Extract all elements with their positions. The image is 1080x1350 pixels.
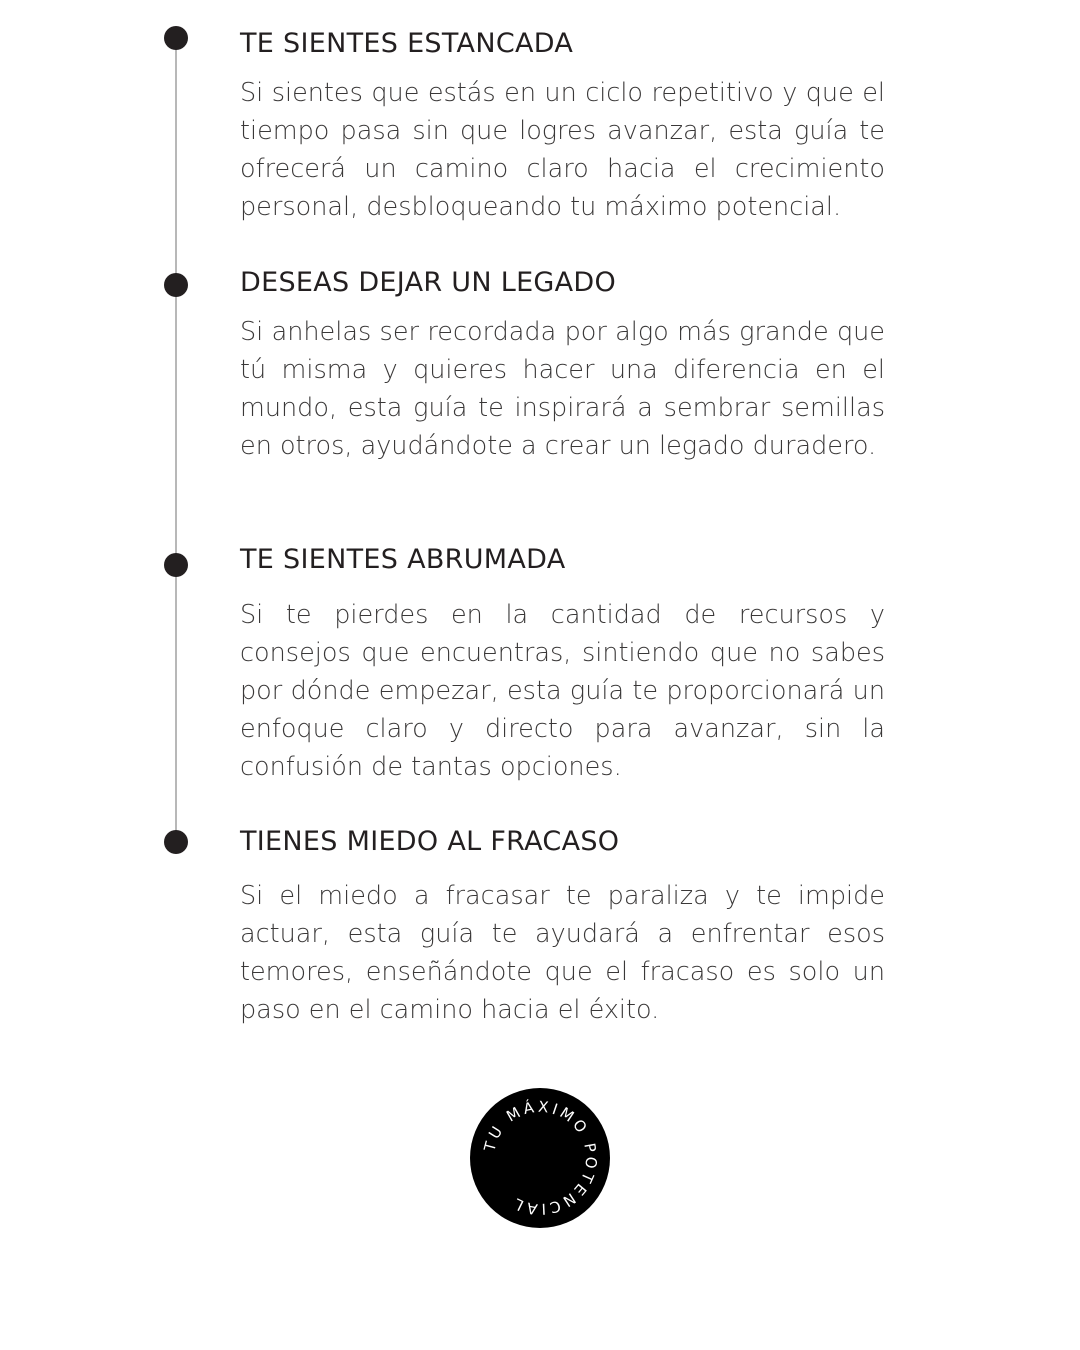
seal-text: TU MÁXIMO POTENCIAL [480, 1097, 601, 1219]
section-body: Si te pierdes en la cantidad de recursos y consejos que encuentras, sintiendo que no sabes por dónde empezar, esta guía te proporcionará un enfoque claro y directo para avanzar, sin la confusión de tantas opciones. [240, 600, 885, 782]
timeline-dot [164, 26, 188, 50]
timeline-line [175, 38, 177, 843]
section-title: TIENES MIEDO AL FRACASO [240, 826, 620, 857]
section-body: Si sientes que estás en un ciclo repetitivo y que el tiempo pasa sin que logres avanzar, esta guía te ofrecerá un camino claro hacia el crecimiento personal, desbloqueando tu máximo potencial. [240, 78, 885, 222]
timeline-dot [164, 273, 188, 297]
section-title: DESEAS DEJAR UN LEGADO [240, 267, 617, 298]
section-body: Si el miedo a fracasar te paraliza y te impide actuar, esta guía te ayudará a enfrentar esos temores, enseñándote que el fracaso es solo un paso en el camino hacia el éxito. [240, 881, 885, 1025]
timeline-dot [164, 830, 188, 854]
section-title: TE SIENTES ABRUMADA [240, 544, 566, 575]
seal-logo [470, 1088, 610, 1228]
section-body: Si anhelas ser recordada por algo más grande que tú misma y quieres hacer una diferencia en el mundo, esta guía te inspirará a sembrar semillas en otros, ayudándote a crear un legado duradero. [240, 317, 885, 461]
section-title: TE SIENTES ESTANCADA [240, 28, 574, 59]
timeline-dot [164, 553, 188, 577]
